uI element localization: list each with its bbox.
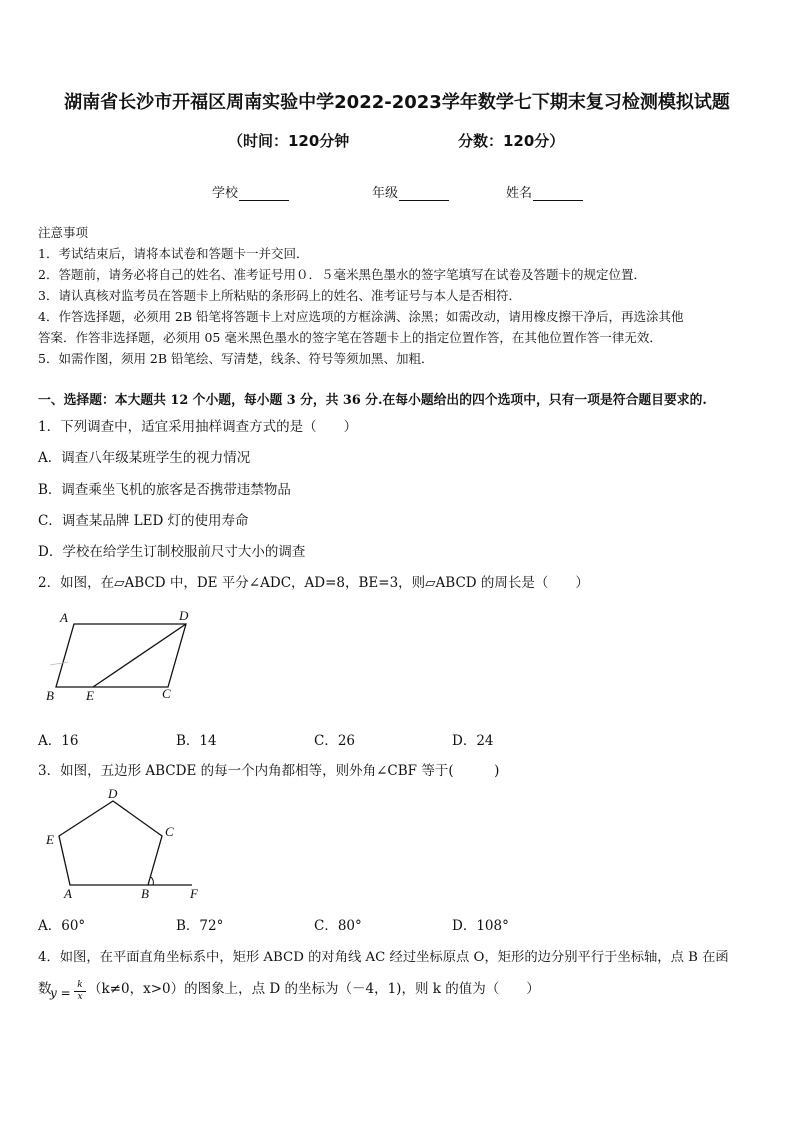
notes-item: 1．考试结束后，请将本试卷和答题卡一并交回． [38, 246, 309, 261]
q2-parallelogram-figure [38, 604, 198, 706]
notes-item: 答案．作答非选择题，必须用 05 毫米黑色墨水的签字笔在答题卡上的指定位置作答，在其他位置作答一律无效． [38, 330, 662, 345]
q3-stem: 3．如图，五边形 ABCDE 的每一个内角都相等，则外角∠CBF 等于( ) [38, 763, 500, 779]
q3-label-d: D [108, 786, 118, 801]
section-heading: 一、选择题：本大题共 12 个小题，每小题 3 分，共 36 分.在每小题给出的四个选项中，只有一项是符合题目要求的. [38, 393, 707, 408]
q2-label-c: C [162, 686, 171, 701]
q1-option-a: A．调查八年级某班学生的视力情况 [38, 450, 251, 466]
q3-option-c: C．80° [314, 918, 362, 934]
grade-blank [399, 187, 449, 201]
q3-label-b: B [141, 886, 149, 901]
school-blank [239, 187, 289, 201]
exam-title: 湖南省长沙市开福区周南实验中学2022-2023学年数学七下期末复习检测模拟试题 [64, 92, 730, 113]
parallelogram-abcd [56, 624, 186, 687]
segment-de [93, 624, 186, 687]
q4-line2: （k≠0，x>0）的图象上，点 D 的坐标为（－4，1)，则 k 的值为（ ） [88, 981, 540, 997]
notes-item: 3．请认真核对监考员在答题卡上所粘贴的条形码上的姓名、准考证号与本人是否相符． [38, 288, 521, 303]
q4-fraction-numerator: k [77, 980, 83, 990]
q4-prefix: 数 [38, 981, 52, 997]
q3-pentagon-figure [38, 786, 218, 902]
q3-label-e: E [46, 832, 54, 847]
name-label: 姓名 [506, 186, 533, 201]
q2-label-e: E [86, 688, 94, 703]
q1-option-b: B．调查乘坐飞机的旅客是否携带违禁物品 [38, 482, 291, 498]
q2-option-a: A．16 [38, 733, 79, 749]
q1-stem: 1．下列调查中，适宜采用抽样调查方式的是（ ） [38, 419, 358, 435]
notes-block [38, 222, 684, 369]
exam-time: （时间：120分钟 [228, 132, 350, 150]
q4-fraction [74, 980, 86, 1003]
notes-heading: 注意事项 [38, 225, 89, 240]
q3-option-b: B．72° [176, 918, 224, 934]
q2-option-c: C．26 [314, 733, 356, 749]
q2-label-a: A [60, 610, 68, 625]
q3-option-a: A．60° [38, 918, 86, 934]
grade-label: 年级 [372, 186, 399, 201]
q3-label-f: F [190, 886, 198, 901]
notes-item: 5．如需作图，须用 2B 铅笔绘、写清楚，线条、符号等须加黑、加粗． [38, 351, 434, 366]
q4-formula-y: y = [50, 986, 71, 1000]
q2-option-b: B．14 [176, 733, 217, 749]
q3-option-d: D．108° [452, 918, 509, 934]
q2-option-d: D．24 [452, 733, 494, 749]
faint-mark [50, 662, 68, 665]
q4-fraction-denominator: x [74, 991, 86, 1003]
q3-label-a: A [64, 886, 72, 901]
angle-cbf-arc [151, 877, 153, 885]
school-field [212, 182, 289, 201]
notes-item: 2．答题前，请务必将自己的姓名、准考证号用０．５毫米黑色墨水的签字笔填写在试卷及答题卡的规定位置． [38, 267, 646, 282]
q1-option-d: D．学校在给学生订制校服前尺寸大小的调查 [38, 544, 306, 560]
q2-label-d: D [179, 608, 189, 623]
school-label: 学校 [212, 186, 239, 201]
q2-stem: 2．如图，在▱ABCD 中，DE 平分∠ADC，AD=8，BE=3，则▱ABCD 的周长是（ ） [38, 575, 589, 591]
q1-option-c: C．调查某品牌 LED 灯的使用寿命 [38, 513, 249, 529]
q3-label-c: C [165, 824, 174, 839]
exam-score: 分数：120分） [458, 132, 565, 150]
name-blank [533, 187, 583, 201]
notes-item: 4．作答选择题，必须用 2B 铅笔将答题卡上对应选项的方框涂满、涂黑；如需改动，请用橡皮擦干净后，再选涂其他 [38, 309, 684, 324]
name-field [506, 182, 583, 201]
grade-field [372, 182, 449, 201]
pentagon-abcde [59, 801, 162, 885]
q4-line1: 4．如图，在平面直角坐标系中，矩形 ABCD 的对角线 AC 经过坐标原点 O，矩形的边分别平行于坐标轴，点 B 在函 [38, 950, 729, 965]
q4-formula [50, 986, 71, 1000]
q2-label-b: B [46, 688, 54, 703]
